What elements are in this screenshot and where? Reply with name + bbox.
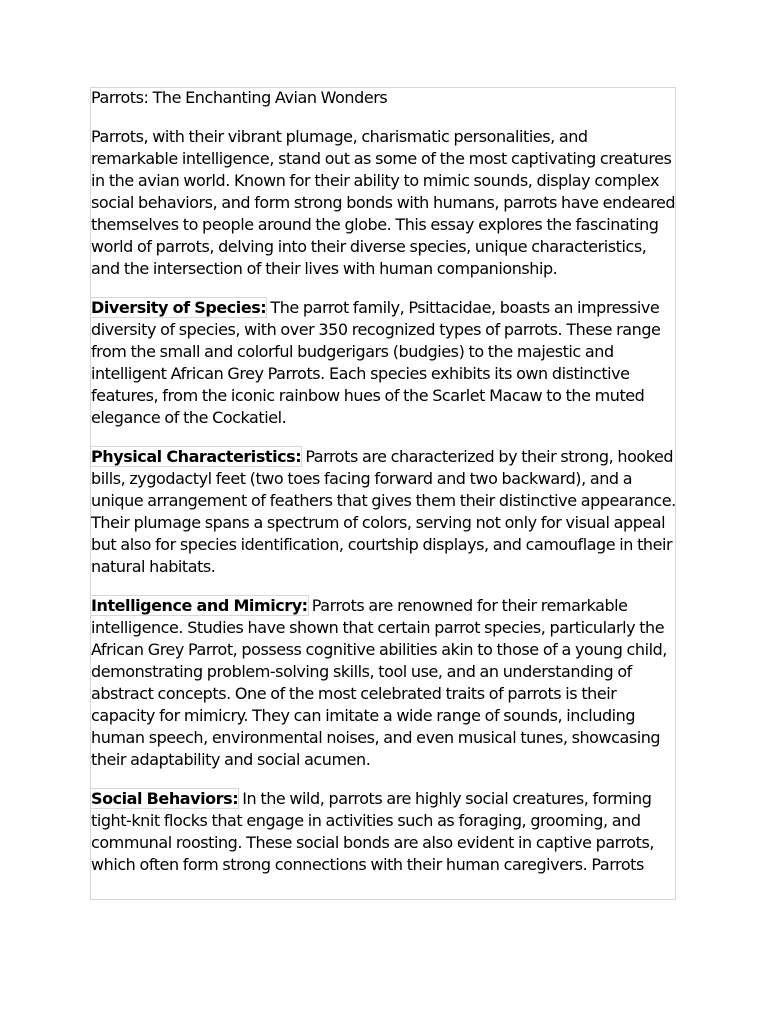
section-physical (91, 446, 676, 578)
document-body (91, 87, 676, 876)
section-text-social: In the wild, parrots are highly social creatures, forming tight-knit flocks that engage in activities such as foraging, grooming, and communal roosting. These social bonds are also evident in captive parrots, which often form strong connections with their human caregivers. Parrots (91, 789, 654, 874)
section-text-intelligence: Parrots are renowned for their remarkable intelligence. Studies have shown that certain parrot species, particularly the African Grey Parrot, possess cognitive abilities akin to those of a young child, demonstrating problem-solving skills, tool use, and an understanding of abstract concepts. One of the most celebrated traits of parrots is their capacity for mimicry. They can imitate a wide range of sounds, including human speech, environmental noises, and even musical tunes, showcasing their adaptability and social acumen. (91, 596, 667, 769)
section-text-physical: Parrots are characterized by their strong, hooked bills, zygodactyl feet (two toes facing forward and two backward), and a unique arrangement of feathers that gives them their distinctive appearance. Their plumage spans a spectrum of colors, serving not only for visual appeal but also for species identification, courtship displays, and camouflage in their natural habitats. (91, 447, 676, 576)
intro-paragraph: Parrots, with their vibrant plumage, charismatic personalities, and remarkable intelligence, stand out as some of the most captivating creatures in the avian world. Known for their ability to mimic sounds, display complex social behaviors, and form strong bonds with humans, parrots have endeared themselves to people around the globe. This essay explores the fascinating world of parrots, delving into their diverse species, unique characteristics, and the intersection of their lives with human companionship. (91, 127, 676, 278)
section-diversity (91, 297, 676, 429)
section-heading-diversity: Diversity of Species: (91, 298, 267, 317)
section-heading-social: Social Behaviors: (91, 789, 239, 808)
section-intelligence (91, 595, 676, 771)
document-title: Parrots: The Enchanting Avian Wonders (91, 88, 388, 107)
section-heading-intelligence: Intelligence and Mimicry: (91, 596, 308, 615)
section-heading-physical: Physical Characteristics: (91, 447, 302, 466)
document-viewport (90, 87, 676, 900)
section-social (91, 788, 676, 876)
section-text-diversity: The parrot family, Psittacidae, boasts an impressive diversity of species, with over 350 recognized types of parrots. These range from the small and colorful budgerigars (budgies) to the majestic and intelligent African Grey Parrots. Each species exhibits its own distinctive features, from the iconic rainbow hues of the Scarlet Macaw to the muted elegance of the Cockatiel. (91, 298, 661, 427)
